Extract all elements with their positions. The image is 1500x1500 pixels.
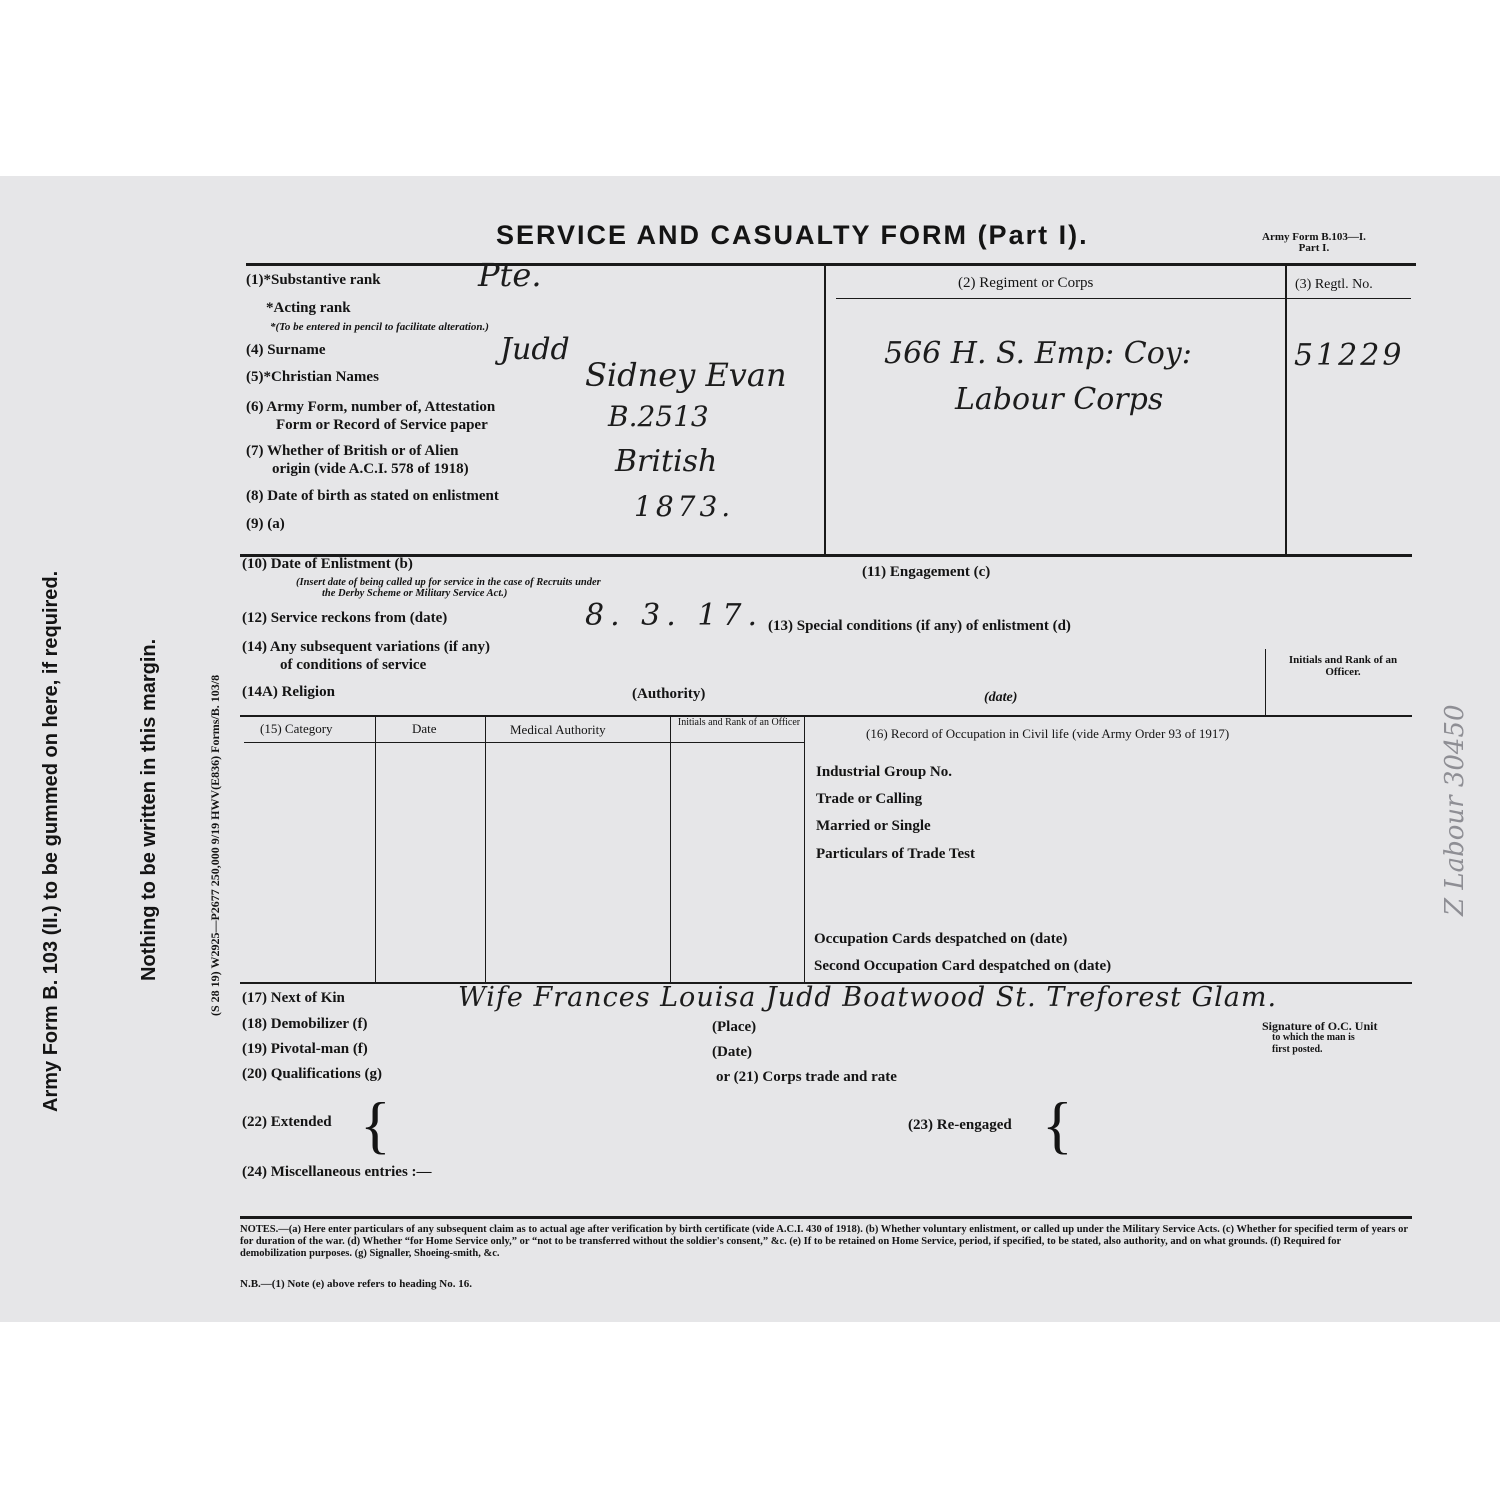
initials-rank-officer: Initials and Rank of an Officer. xyxy=(1288,654,1398,678)
rule-top xyxy=(246,263,1416,266)
field-date-of-birth: (8) Date of birth as stated on enlistment xyxy=(246,488,499,504)
place-label: (Place) xyxy=(712,1019,757,1035)
rule-bottom xyxy=(240,1216,1412,1219)
entry-rank: Pte. xyxy=(478,256,542,294)
field-regtl-no-header: (3) Regtl. No. xyxy=(1295,277,1373,292)
field-date-of-enlistment: (10) Date of Enlistment (b) xyxy=(242,556,413,572)
field-christian-names: (5)*Christian Names xyxy=(246,369,379,385)
signature-oc-unit: Signature of O.C. Unit to which the man is first posted. xyxy=(1262,1019,1378,1055)
enlistment-note-2: the Derby Scheme or Military Service Act.) xyxy=(322,588,508,599)
entry-regtl-no: 51229 xyxy=(1294,338,1405,373)
field-occupation-header: (16) Record of Occupation in Civil life (vide Army Order 93 of 1917) xyxy=(866,726,1230,741)
field-army-form: (6) Army Form, number of, Attestation Form or Record of Service paper xyxy=(246,399,496,433)
form-title: SERVICE AND CASUALTY FORM (Part I). xyxy=(496,220,1089,250)
rule-regiment-header xyxy=(836,298,1411,299)
field-surname: (4) Surname xyxy=(246,342,326,358)
entry-army-form: B.2513 xyxy=(608,400,709,433)
vline-cat-4 xyxy=(804,717,805,983)
field-industrial-group: Industrial Group No. xyxy=(816,764,953,780)
vline-cat-2 xyxy=(485,717,486,983)
entry-origin: British xyxy=(615,444,718,479)
col-initials-officer: Initials and Rank of an Officer xyxy=(677,717,801,728)
col-date: Date xyxy=(412,721,437,736)
field-occupation-cards: Occupation Cards despatched on (date) xyxy=(814,931,1068,947)
field-demobilizer: (18) Demobilizer (f) xyxy=(242,1016,368,1032)
nb-text: N.B.—(1) Note (e) above refers to heading No. 16. xyxy=(240,1278,472,1290)
date-paren-label: (Date) xyxy=(712,1044,752,1060)
entry-regiment-2: Labour Corps xyxy=(955,382,1164,417)
notes-text: NOTES.—(a) Here enter particulars of any subsequent claim as to actual age after verification by birth certificate (vide A.C.I. 430 of 1918). (b) Whether voluntary enlistment, or called up under the Military Service Acts. (c) Whether for specified term of years or for duration of the war. (d) Whether “for Home Service only,” or “not to be transferred without the soldier's consent,” &c. (e) If to be retained on Home Service, period, if specified, to be stated, also authority, and on what grounds. (f) Required for demobilization purposes. (g) Signaller, Shoeing-smith, &c. xyxy=(240,1224,1408,1259)
field-miscellaneous: (24) Miscellaneous entries :— xyxy=(242,1164,432,1180)
entry-birth: 1873. xyxy=(634,490,735,523)
field-acting-rank: *Acting rank xyxy=(266,300,351,316)
col-medical-authority: Medical Authority xyxy=(510,722,606,737)
field-pivotal-man: (19) Pivotal-man (f) xyxy=(242,1041,368,1057)
field-second-occupation-card: Second Occupation Card despatched on (date) xyxy=(814,958,1112,974)
field-married: Married or Single xyxy=(816,818,931,834)
date-label: (date) xyxy=(984,690,1018,705)
margin-nothing-text: Nothing to be written in this margin. xyxy=(138,638,160,981)
field-next-of-kin: (17) Next of Kin xyxy=(242,990,345,1006)
field-engagement: (11) Engagement (c) xyxy=(862,564,991,580)
entry-regiment-1: 566 H. S. Emp: Coy: xyxy=(884,336,1192,371)
brace-re-engaged: { xyxy=(1042,1089,1073,1160)
labour-stamp: Z Labour 30450 xyxy=(1440,704,1470,916)
rule-after-14A xyxy=(240,715,1412,717)
field-qualifications: (20) Qualifications (g) xyxy=(242,1066,382,1082)
enlistment-note-1: (Insert date of being called up for service in the case of Recruits under xyxy=(296,577,601,588)
field-trade-test: Particulars of Trade Test xyxy=(816,846,976,862)
field-extended: (22) Extended xyxy=(242,1114,332,1130)
field-re-engaged: (23) Re-engaged xyxy=(908,1117,1012,1133)
field-special-conditions: (13) Special conditions (if any) of enlistment (d) xyxy=(768,618,1071,634)
brace-extended: { xyxy=(360,1089,391,1160)
field-9: (9) (a) xyxy=(246,516,285,532)
col-category: (15) Category xyxy=(260,721,333,736)
field-regiment-header: (2) Regiment or Corps xyxy=(958,275,1094,291)
authority-label: (Authority) xyxy=(632,686,706,702)
acting-rank-note: *(To be entered in pencil to facilitate alteration.) xyxy=(270,321,489,333)
vline-top-left xyxy=(824,265,826,555)
vline-officer xyxy=(1265,649,1266,717)
field-origin: (7) Whether of British or of Alien origin (vide A.C.I. 578 of 1918) xyxy=(246,443,469,477)
entry-service-from: 8. 3. 17. xyxy=(585,598,764,633)
field-religion: (14A) Religion xyxy=(242,684,335,700)
printer-code: (S 28 19) W2925—P2677 250,000 9/19 HWV(E836) Forms/B. 103/8 xyxy=(208,674,222,1016)
entry-next-of-kin: Wife Frances Louisa Judd Boatwood St. Treforest Glam. xyxy=(458,982,1278,1013)
vline-top-right xyxy=(1285,265,1287,555)
field-service-reckons: (12) Service reckons from (date) xyxy=(242,610,448,626)
vline-cat-1 xyxy=(375,717,376,983)
field-trade: Trade or Calling xyxy=(816,791,923,807)
rule-category-header xyxy=(244,742,804,743)
rule-after-9 xyxy=(240,554,1412,557)
margin-gummed-text: Army Form B. 103 (II.) to be gummed on here, if required. xyxy=(40,570,62,1112)
field-variations: (14) Any subsequent variations (if any) of conditions of service xyxy=(242,639,490,673)
form-sheet xyxy=(0,176,1500,1322)
field-substantive-rank: (1)*Substantive rank xyxy=(246,272,381,288)
form-number: Army Form B.103—I. Part I. xyxy=(1262,231,1366,254)
entry-christian-names: Sidney Evan xyxy=(585,356,787,394)
entry-surname: Judd xyxy=(500,332,570,367)
field-corps-trade: or (21) Corps trade and rate xyxy=(716,1069,897,1085)
vline-cat-3 xyxy=(670,717,671,983)
